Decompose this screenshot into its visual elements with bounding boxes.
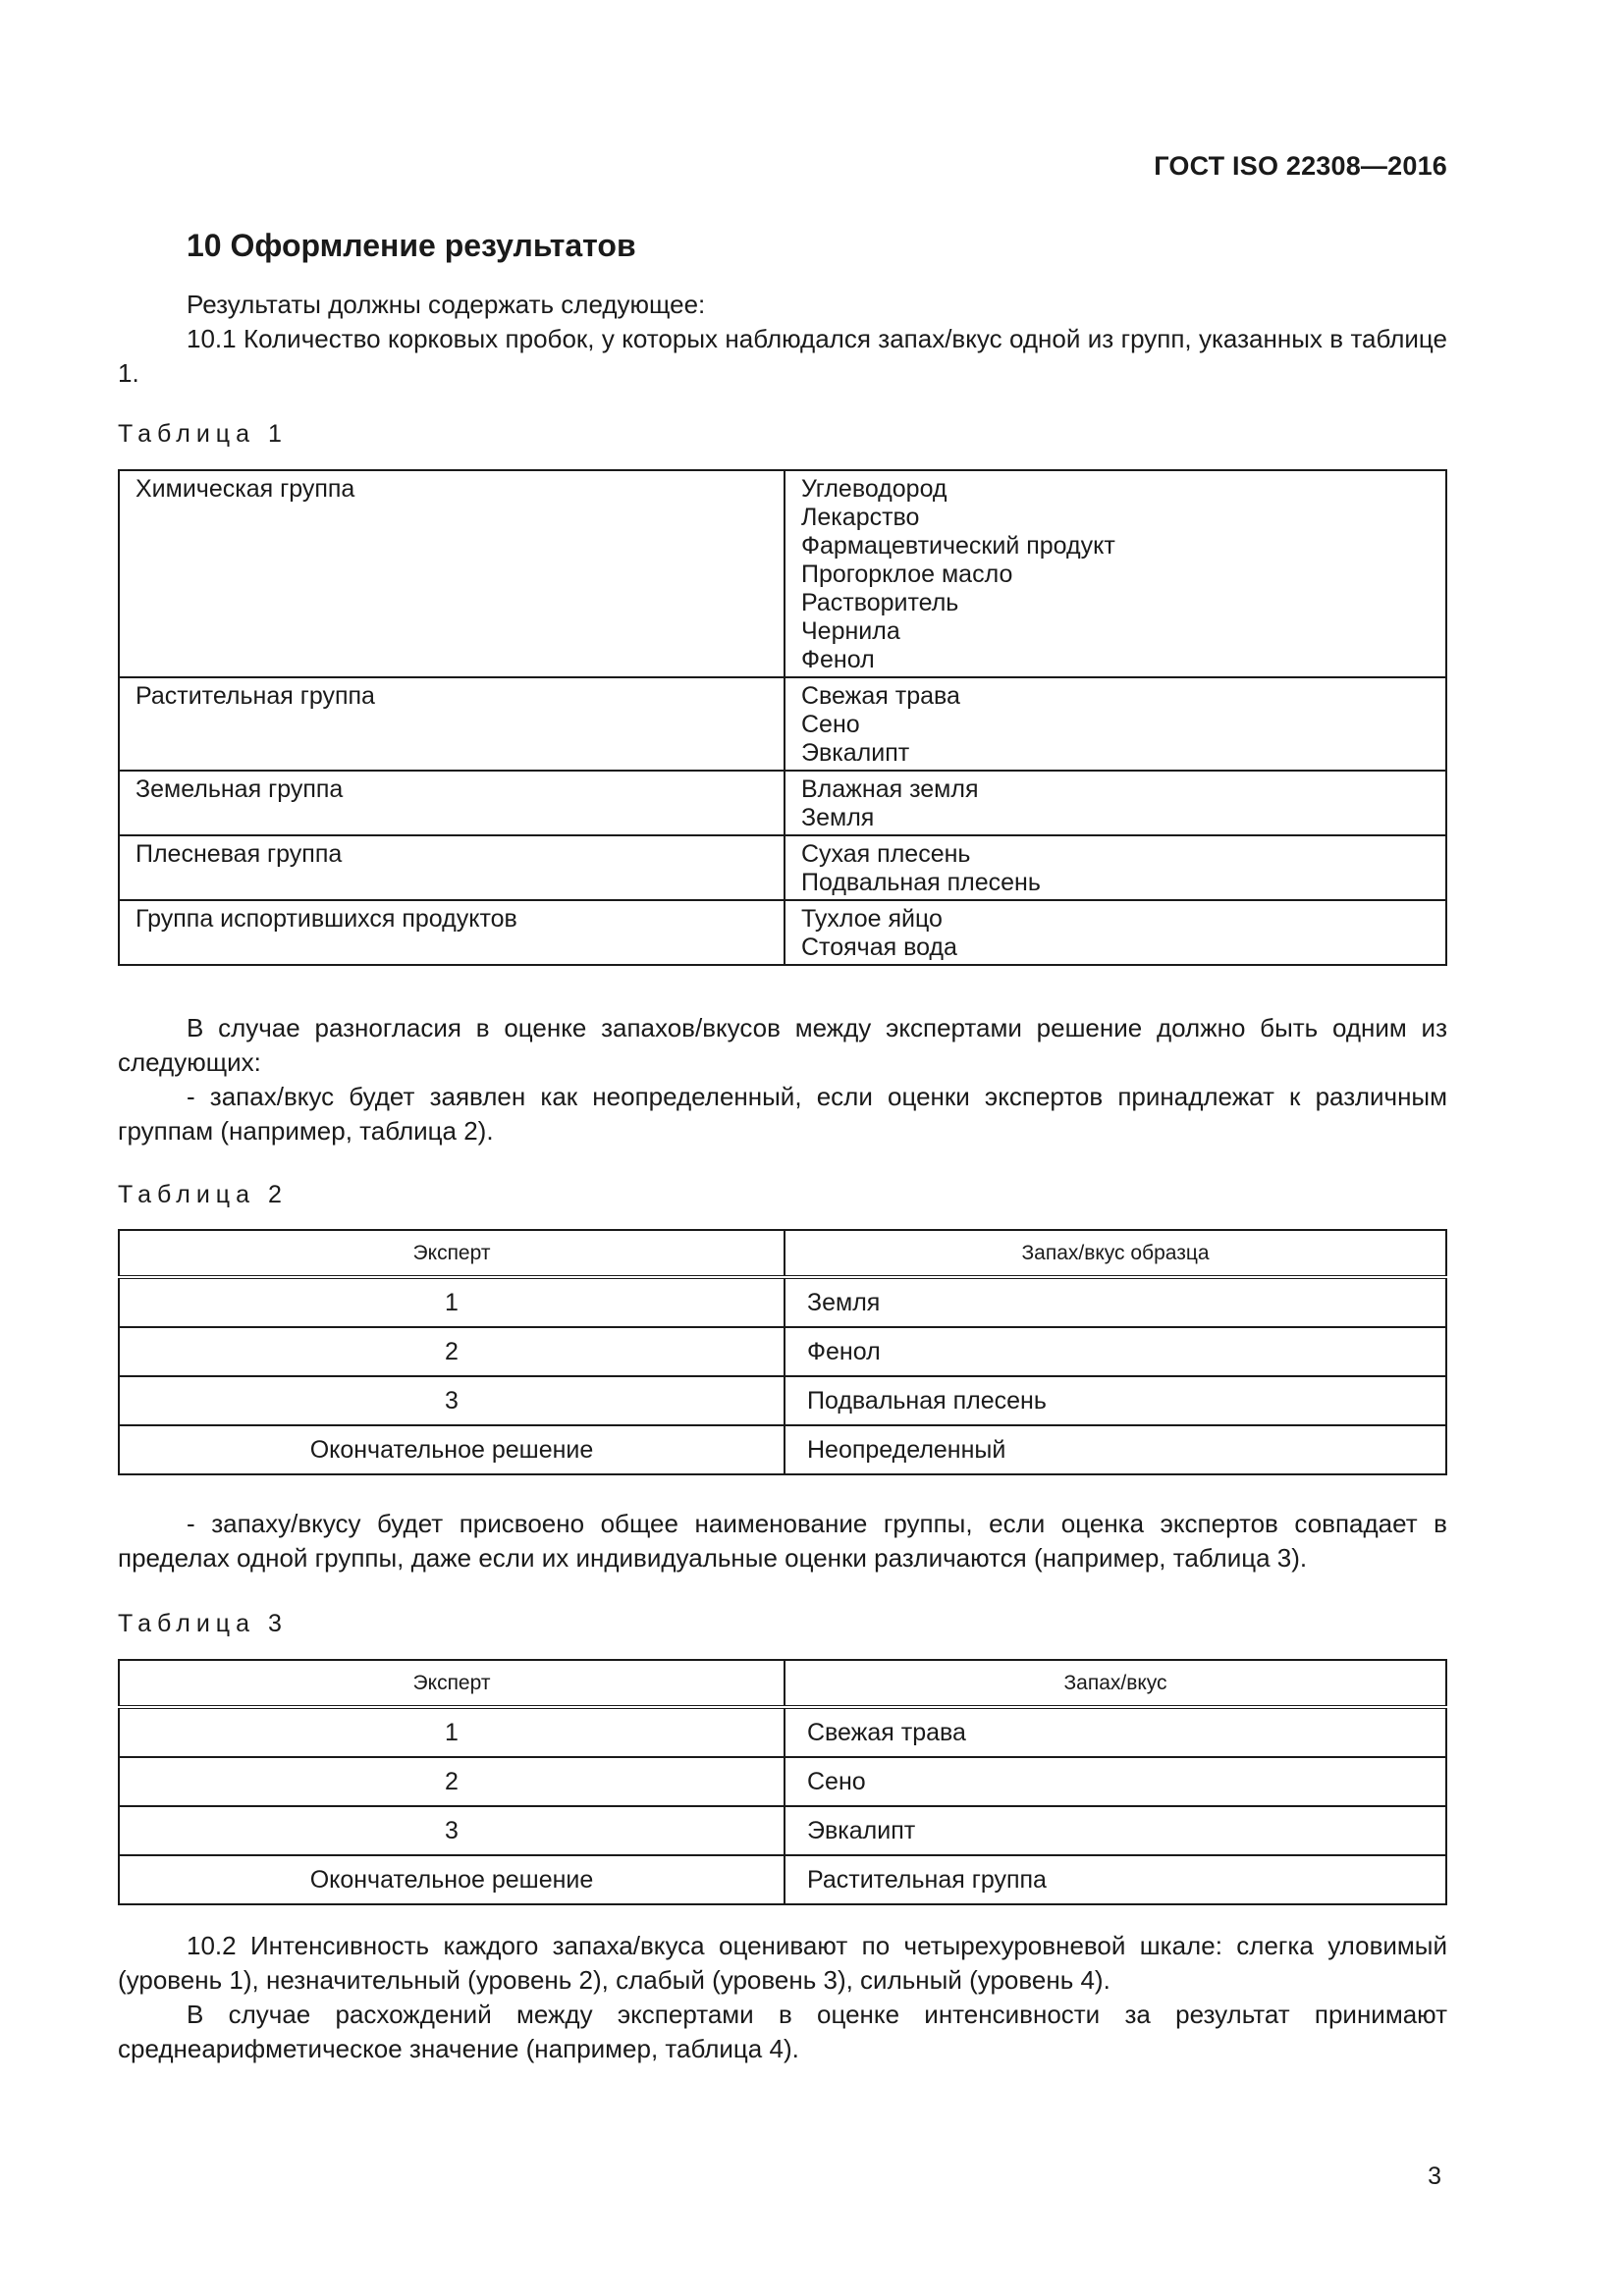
list-item: Влажная земля xyxy=(801,775,979,803)
table1-caption: Таблица 1 xyxy=(118,420,288,448)
page-number: 3 xyxy=(1428,2163,1441,2190)
table2-header-expert: Эксперт xyxy=(119,1230,785,1277)
table2-cell-expert: 3 xyxy=(119,1376,785,1425)
list-item: Эвкалипт xyxy=(801,739,910,767)
paragraph-10-2: 10.2 Интенсивность каждого запаха/вкуса оценивают по четырехуровневой шкале: слегка уловимый (уровень 1), незначительный (уровень 2), слабый (уровень 3), сильный (уровень 4). xyxy=(118,1931,1447,1995)
list-item: Чернила xyxy=(801,617,900,645)
list-item: Фармацевтический продукт xyxy=(801,532,1115,560)
table3-cell-expert: Окончательное решение xyxy=(119,1855,785,1904)
table1 xyxy=(118,469,1447,966)
table-row xyxy=(119,1425,1446,1474)
table2-cell-expert: 1 xyxy=(119,1277,785,1327)
table1-items-cell xyxy=(785,771,1446,835)
intensity-block xyxy=(118,1929,1447,2066)
table1-group-cell: Растительная группа xyxy=(119,677,785,771)
table-row xyxy=(119,1855,1446,1904)
table3-wrapper xyxy=(118,1659,1447,1905)
table3-cell-expert: 3 xyxy=(119,1806,785,1855)
table1-group-cell: Земельная группа xyxy=(119,771,785,835)
table2-cell-expert: Окончательное решение xyxy=(119,1425,785,1474)
paragraph-10-1: 10.1 Количество корковых пробок, у которых наблюдался запах/вкус одной из групп, указанных в таблице 1. xyxy=(118,324,1447,388)
list-item: Земля xyxy=(801,804,875,831)
paragraph-disagreement: В случае разногласия в оценке запахов/вкусов между экспертами решение должно быть одним из следующих: xyxy=(118,1013,1447,1077)
table-row xyxy=(119,900,1446,965)
odor-list xyxy=(801,775,1430,832)
standard-header: ГОСТ ISO 22308—2016 xyxy=(1154,151,1447,181)
list-item: Прогорклое масло xyxy=(801,561,1013,588)
table1-group-cell: Группа испортившихся продуктов xyxy=(119,900,785,965)
table-row xyxy=(119,1327,1446,1376)
table1-group-cell: Плесневая группа xyxy=(119,835,785,900)
table3-caption: Таблица 3 xyxy=(118,1610,288,1637)
table-row xyxy=(119,1376,1446,1425)
table-row xyxy=(119,1277,1446,1327)
table2-cell-odor: Подвальная плесень xyxy=(785,1376,1446,1425)
table-row xyxy=(119,771,1446,835)
list-item: Сухая плесень xyxy=(801,840,971,868)
list-item: Углеводород xyxy=(801,475,947,503)
section-title: 10 Оформление результатов xyxy=(187,228,636,263)
disagreement-block xyxy=(118,1011,1447,1148)
table2-cell-odor: Неопределенный xyxy=(785,1425,1446,1474)
table-row xyxy=(119,470,1446,677)
table3-header-odor: Запах/вкус xyxy=(785,1660,1446,1707)
group-rule-block xyxy=(118,1507,1447,1575)
table-row xyxy=(119,677,1446,771)
table2-cell-expert: 2 xyxy=(119,1327,785,1376)
list-item: Растворитель xyxy=(801,589,959,616)
table1-items-cell xyxy=(785,470,1446,677)
table3 xyxy=(118,1659,1447,1905)
paragraph-group-rule: - запаху/вкусу будет присвоено общее наименование группы, если оценка экспертов совпадает в пределах одной группы, даже если их индивидуальные оценки различаются (например, таблица 3). xyxy=(118,1509,1447,1573)
odor-list xyxy=(801,475,1430,674)
table2-caption: Таблица 2 xyxy=(118,1181,288,1208)
odor-list xyxy=(801,840,1430,897)
table-row xyxy=(119,1707,1446,1757)
table3-cell-expert: 1 xyxy=(119,1707,785,1757)
list-item: Лекарство xyxy=(801,504,920,531)
paragraph-undefined-rule: - запах/вкус будет заявлен как неопределенный, если оценки экспертов принадлежат к различным группам (например, таблица 2). xyxy=(118,1082,1447,1146)
paragraph-results-intro: Результаты должны содержать следующее: xyxy=(187,290,706,319)
list-item: Стоячая вода xyxy=(801,934,957,961)
paragraph-intensity-average: В случае расхождений между экспертами в оценке интенсивности за результат принимают среднеарифметическое значение (например, таблица 4). xyxy=(118,2000,1447,2063)
table1-group-cell: Химическая группа xyxy=(119,470,785,677)
table3-cell-odor: Растительная группа xyxy=(785,1855,1446,1904)
table3-header-expert: Эксперт xyxy=(119,1660,785,1707)
list-item: Подвальная плесень xyxy=(801,869,1041,896)
table2-cell-odor: Земля xyxy=(785,1277,1446,1327)
odor-list xyxy=(801,905,1430,962)
list-item: Сено xyxy=(801,711,860,738)
table3-cell-odor: Свежая трава xyxy=(785,1707,1446,1757)
table2-cell-odor: Фенол xyxy=(785,1327,1446,1376)
table-row xyxy=(119,1757,1446,1806)
list-item: Свежая трава xyxy=(801,682,960,710)
table2-wrapper xyxy=(118,1229,1447,1475)
table3-cell-odor: Эвкалипт xyxy=(785,1806,1446,1855)
list-item: Фенол xyxy=(801,646,875,673)
table1-items-cell xyxy=(785,835,1446,900)
table3-cell-odor: Сено xyxy=(785,1757,1446,1806)
table-row xyxy=(119,1806,1446,1855)
odor-list xyxy=(801,682,1430,768)
table2 xyxy=(118,1229,1447,1475)
intro-block xyxy=(118,288,1447,391)
table3-cell-expert: 2 xyxy=(119,1757,785,1806)
table2-header-odor: Запах/вкус образца xyxy=(785,1230,1446,1277)
table1-items-cell xyxy=(785,677,1446,771)
table1-items-cell xyxy=(785,900,1446,965)
table-row xyxy=(119,835,1446,900)
list-item: Тухлое яйцо xyxy=(801,905,943,933)
table1-wrapper xyxy=(118,469,1447,966)
